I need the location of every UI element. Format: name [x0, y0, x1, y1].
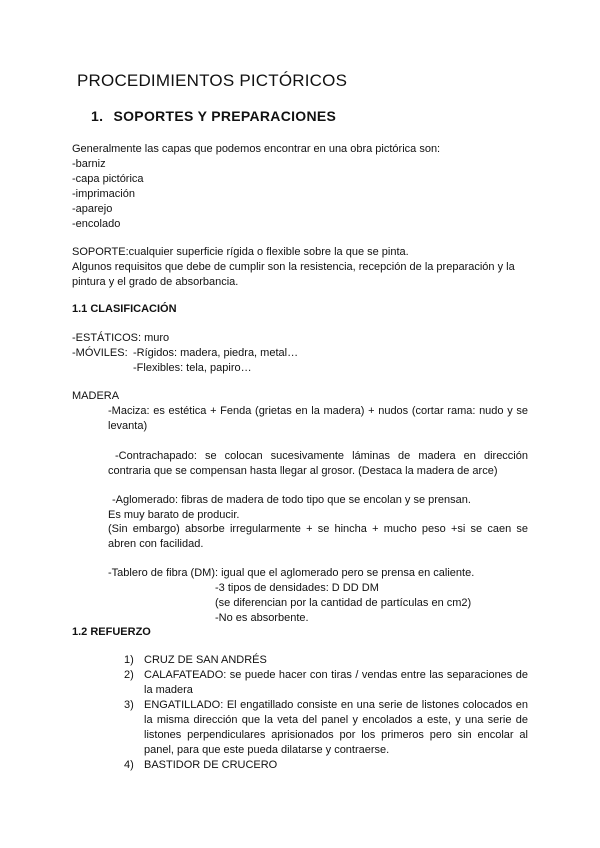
list-number: 2)	[124, 669, 134, 681]
layer-item: -aparejo	[72, 203, 113, 215]
tablero-line: -Tablero de fibra (DM): igual que el aglomerado pero se prensa en caliente.	[108, 567, 475, 579]
madera-heading: MADERA	[72, 390, 120, 402]
densidades-line: -3 tipos de densidades: D DD DM	[215, 582, 379, 594]
list-text: CRUZ DE SAN ANDRÉS	[144, 654, 267, 666]
layer-item: -capa pictórica	[72, 173, 144, 185]
layer-item: -encolado	[72, 218, 121, 230]
clasificacion-heading: 1.1 CLASIFICACIÓN	[72, 303, 177, 315]
layer-item: -imprimación	[72, 188, 135, 200]
diferencian-line: (se diferencian por la cantidad de partículas en cm2)	[215, 597, 472, 609]
list-item	[124, 758, 528, 773]
list-item	[124, 668, 528, 698]
refuerzo-heading: 1.2 REFUERZO	[72, 626, 151, 638]
flexibles-line: -Flexibles: tela, papiro…	[133, 362, 252, 374]
layer-item: -barniz	[72, 158, 106, 170]
refuerzo-list	[124, 653, 528, 773]
soporte-requirements: Algunos requisitos que debe de cumplir son la resistencia, recepción de la preparación y la	[72, 261, 515, 273]
list-text: ENGATILLADO: El engatillado consiste en una serie de listones colocados en la misma dirección que la veta del panel y encolados a este, y una serie de listones perpendiculares aprisionados por los primeros pero sin encolar al panel, para que este pueda dilatarse y contraerse.	[144, 699, 528, 756]
soporte-requirements-cont: pintura y el grado de absorbancia.	[72, 276, 239, 288]
list-item	[124, 698, 528, 758]
document-title: PROCEDIMIENTOS PICTÓRICOS	[77, 71, 348, 90]
estaticos-line: -ESTÁTICOS: muro	[72, 332, 170, 344]
aglomerado-line: -Aglomerado: fibras de madera de todo tipo que se encolan y se prensan.	[112, 494, 471, 506]
maciza-paragraph: -Maciza: es estética + Fenda (grietas en la madera) + nudos (cortar rama: nudo y se levanta)	[108, 405, 528, 432]
aglomerado-cost: Es muy barato de producir.	[108, 509, 240, 521]
intro-paragraph: Generalmente las capas que podemos encontrar en una obra pictórica son:	[72, 143, 441, 155]
list-number: 3)	[124, 699, 134, 711]
list-number: 1)	[124, 654, 134, 666]
section-title: SOPORTES Y PREPARACIONES	[113, 108, 337, 124]
soporte-definition: SOPORTE:cualquier superficie rígida o flexible sobre la que se pinta.	[72, 246, 409, 258]
contrachapado-paragraph: -Contrachapado: se colocan sucesivamente láminas de madera en dirección contraria que se compensan hasta llegar al grosor. (Destaca la madera de arce)	[108, 450, 528, 477]
section-heading-1	[91, 108, 336, 124]
list-item	[124, 653, 528, 668]
rigidos-line: -Rígidos: madera, piedra, metal…	[133, 347, 299, 359]
list-number: 4)	[124, 759, 134, 771]
aglomerado-drawbacks: (Sin embargo) absorbe irregularmente + se hincha + mucho peso +si se caen se abren con facilidad.	[108, 523, 528, 550]
section-number: 1.	[91, 108, 104, 124]
absorbente-line: -No es absorbente.	[215, 612, 309, 624]
list-text: CALAFATEADO: se puede hacer con tiras / vendas entre las separaciones de la madera	[144, 669, 528, 696]
moviles-label: -MÓVILES:	[72, 347, 128, 359]
list-text: BASTIDOR DE CRUCERO	[144, 759, 278, 771]
